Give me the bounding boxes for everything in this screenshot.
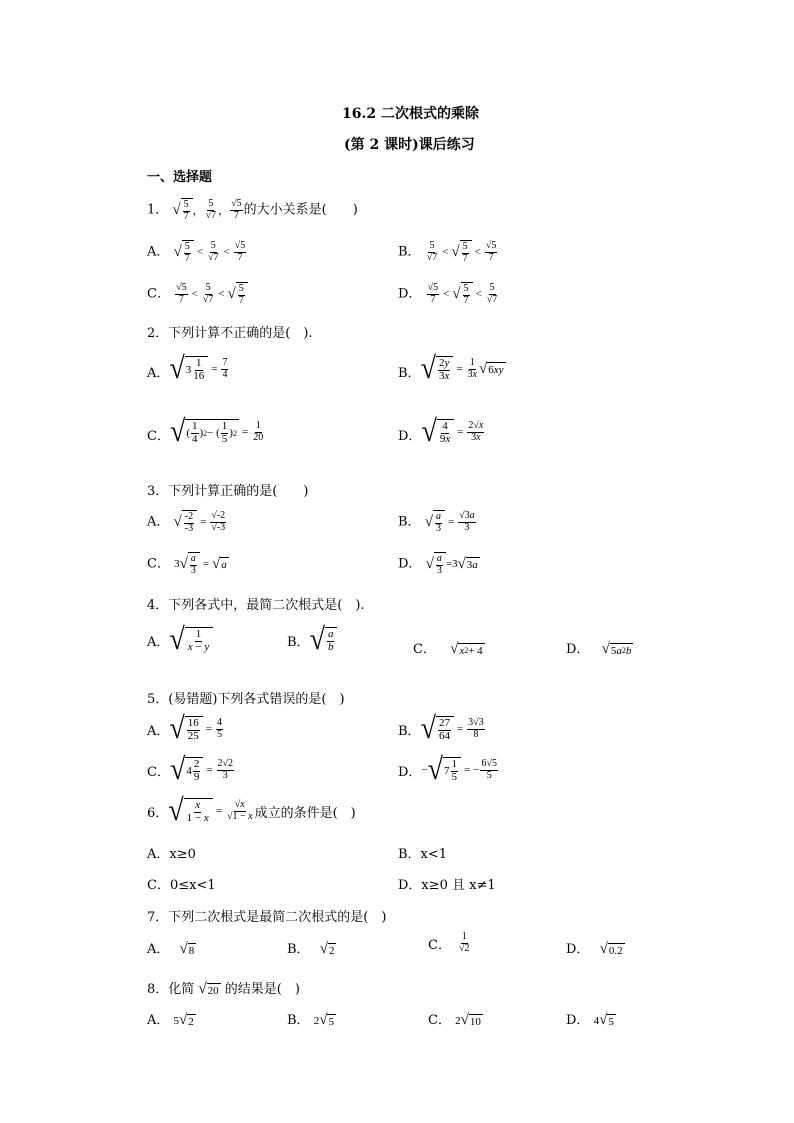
q6-option-d[interactable]: D．x≥0 且 x≠1 <box>398 878 496 893</box>
q7-option-c[interactable]: C． $\frac{1}{√2}$ <box>428 931 470 954</box>
q4-option-c[interactable]: C． √ x 2 + 4 <box>413 641 483 657</box>
q8-option-c[interactable]: C． 2 √ 10 <box>428 1012 481 1028</box>
q5-option-c[interactable]: C． √ 4 $\frac{2}{9}$ = $\frac{2√2}{3}$ <box>147 752 234 787</box>
q4-option-a[interactable]: A． √ $\frac{1}{x - y}$ <box>147 626 213 654</box>
q2-option-c[interactable]: C． √ ( $\frac{1}{4}$ ) 2 − ( $\frac{1}{5}$ ) 2 = $\frac{1}{20}$ <box>147 414 264 449</box>
q5-option-b[interactable]: B． √ $\frac{27}{64}$ = $\frac{3√3}{8}$ <box>398 711 484 746</box>
q1-option-c[interactable]: C． $\frac{√5}{7}$ < $\frac{5}{√7}$ < √ $\frac{5}{7}$ <box>147 282 248 306</box>
q1-option-d[interactable]: D． $\frac{√5}{7}$ < √ $\frac{5}{7}$ < $\frac{5}{√7}$ <box>398 282 498 306</box>
question-7: 7．下列二次根式是最简二次根式的是( ) <box>147 910 387 925</box>
q1-option-b[interactable]: B． $\frac{5}{√7}$ < √ $\frac{5}{7}$ < $\frac{√5}{7}$ <box>398 240 497 264</box>
q2-option-b[interactable]: B． √ $\frac{2y}{3x}$ = $\frac{1}{3x}$ √ 6 xy <box>398 351 504 386</box>
q4-option-d[interactable]: D． √ 5 a 2 b <box>566 641 632 657</box>
q5-option-a[interactable]: A． √ $\frac{16}{25}$ = $\frac{4}{5}$ <box>147 711 222 746</box>
q7-option-a[interactable]: A． √ 8 <box>147 941 195 957</box>
question-6: 6． √ $\frac{x}{1 - x}$ = $\frac{√x}{√1 - x}$ 成立的条件是( ) <box>147 793 356 828</box>
page-title: 16.2 二次根式的乘除 <box>342 106 479 122</box>
q4-option-b[interactable]: B． √ $\frac{a}{b}$ <box>287 626 337 654</box>
q6-option-a[interactable]: A．x≥0 <box>147 847 196 862</box>
question-2: 2．下列计算不正确的是( ). <box>147 326 313 341</box>
q7-option-b[interactable]: B． √ 2 <box>287 941 335 957</box>
q6-option-c[interactable]: C．0≤x<1 <box>147 878 216 893</box>
q3-option-d[interactable]: D． √ $\frac{a}{3}$ =3 √ 3 a <box>398 553 478 576</box>
q8-option-a[interactable]: A． 5 √ 2 <box>147 1012 194 1028</box>
q2-option-a[interactable]: A． √ 3 $\frac{1}{16}$ = $\frac{7}{4}$ <box>147 351 228 386</box>
q8-option-b[interactable]: B． 2 √ 5 <box>287 1012 334 1028</box>
question-3: 3．下列计算正确的是( ) <box>147 484 309 499</box>
q3-option-a[interactable]: A． √ $\frac{-2}{-3}$ = $\frac{√-2}{√-3}$ <box>147 510 226 534</box>
section-heading: 一、选择题 <box>147 170 213 185</box>
q2-option-d[interactable]: D． √ $\frac{4}{9x}$ = $\frac{2√x}{3x}$ <box>398 414 484 449</box>
question-5: 5．(易错题)下列各式错误的是( ) <box>147 692 345 707</box>
question-4: 4．下列各式中，最简二次根式是( ). <box>147 598 365 613</box>
page-subtitle: (第 2 课时)课后练习 <box>344 137 475 153</box>
q6-option-b[interactable]: B．x<1 <box>398 847 448 862</box>
q7-option-d[interactable]: D． √ 0.2 <box>566 941 623 957</box>
q3-option-b[interactable]: B． √ $\frac{a}{3}$ = $\frac{√3a}{3}$ <box>398 510 475 534</box>
question-8: 8．化简 √ 20 的结果是( ) <box>147 981 300 997</box>
q1-expression: √ $\frac{5}{7}$ ， $\frac{5}{√7}$ ， $\frac{√5}{7}$ <box>172 198 242 222</box>
q8-option-d[interactable]: D． 4 √ 5 <box>566 1012 614 1028</box>
q3-option-c[interactable]: C． 3 √ $\frac{a}{3}$ = √ a <box>147 553 227 576</box>
q1-option-a[interactable]: A． √ $\frac{5}{7}$ < $\frac{5}{√7}$ < $\frac{√5}{7}$ <box>147 240 246 264</box>
question-1: 1． √ $\frac{5}{7}$ ， $\frac{5}{√7}$ ， $\frac{√5}{7}$ 的大小关系是( ) <box>147 198 358 222</box>
q5-option-d[interactable]: D． − √ 7 $\frac{1}{5}$ = − $\frac{6√5}{5}$ <box>398 752 497 787</box>
